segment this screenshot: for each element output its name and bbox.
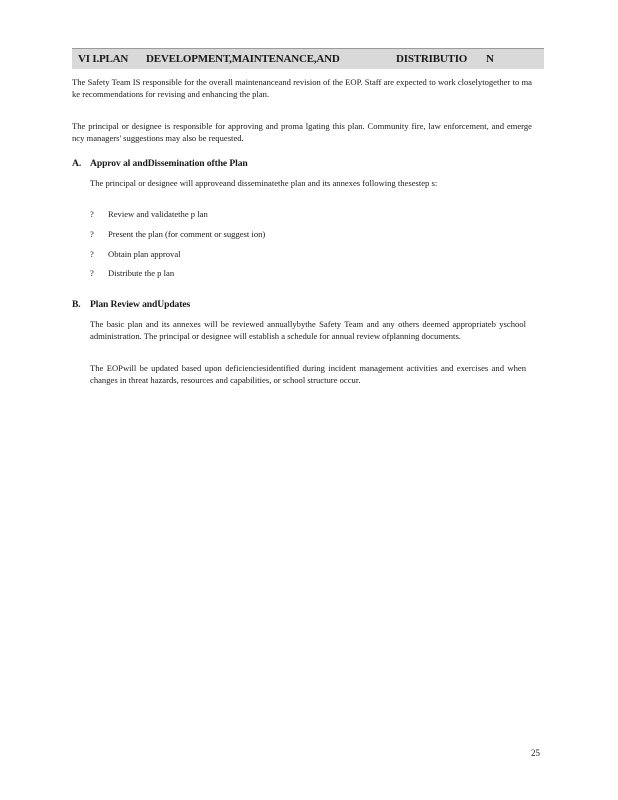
section-title-part1: DEVELOPMENT,MAINTENANCE,AND (146, 53, 340, 65)
section-b-title: Plan Review andUpdates (90, 299, 191, 310)
section-b-paragraph-2: The EOPwill be updated based upon deficienciesidentified during incident management activities and exercises and when changes in threat hazards, resources and capabilities, or school structure occur. (90, 363, 526, 385)
section-a-heading (72, 158, 248, 170)
section-b-heading (72, 299, 190, 311)
bullet-item (90, 249, 181, 260)
section-title-number: VI I.PLAN (78, 53, 129, 65)
bullet-item (90, 209, 208, 220)
bullet-item (90, 229, 265, 240)
bullet-text: Present the plan (for comment or suggest ion) (108, 229, 266, 239)
section-title-part2: DISTRIBUTIO (396, 53, 468, 65)
bullet-marker: ? (90, 209, 94, 219)
bullet-text: Distribute the p lan (108, 268, 175, 278)
section-a-body: The principal or designee will approveand disseminatethe plan and its annexes following thesestep s: (90, 178, 438, 188)
section-header-bar (72, 48, 544, 69)
bullet-marker: ? (90, 229, 94, 239)
page-number: 25 (531, 748, 540, 758)
section-title-part3: N (486, 53, 494, 65)
bullet-marker: ? (90, 268, 94, 278)
intro-paragraph-1: The Safety Team IS responsible for the overall maintenanceand revision of the EOP. Staff are expected to work closelytogether to ma ke recommendations for revising and enhancing the plan. (72, 77, 532, 99)
section-a-title: Approv al andDissemination ofthe Plan (90, 158, 248, 169)
section-b-paragraph-1: The basic plan and its annexes will be reviewed annuallybythe Safety Team and any others deemed appropriateb yschool administration. The principal or designee will establish a schedule for annual review ofplanning documents. (90, 319, 526, 341)
bullet-marker: ? (90, 249, 94, 259)
intro-paragraph-2: The principal or designee is responsible for approving and proma lgating this plan. Community fire, law enforcement, and emerge ncy managers' suggestions may also be requested. (72, 121, 532, 143)
bullet-text: Obtain plan approval (108, 249, 181, 259)
bullet-item (90, 268, 174, 279)
section-a-letter: A. (72, 158, 82, 169)
bullet-text: Review and validatethe p lan (108, 209, 208, 219)
section-b-letter: B. (72, 299, 81, 310)
